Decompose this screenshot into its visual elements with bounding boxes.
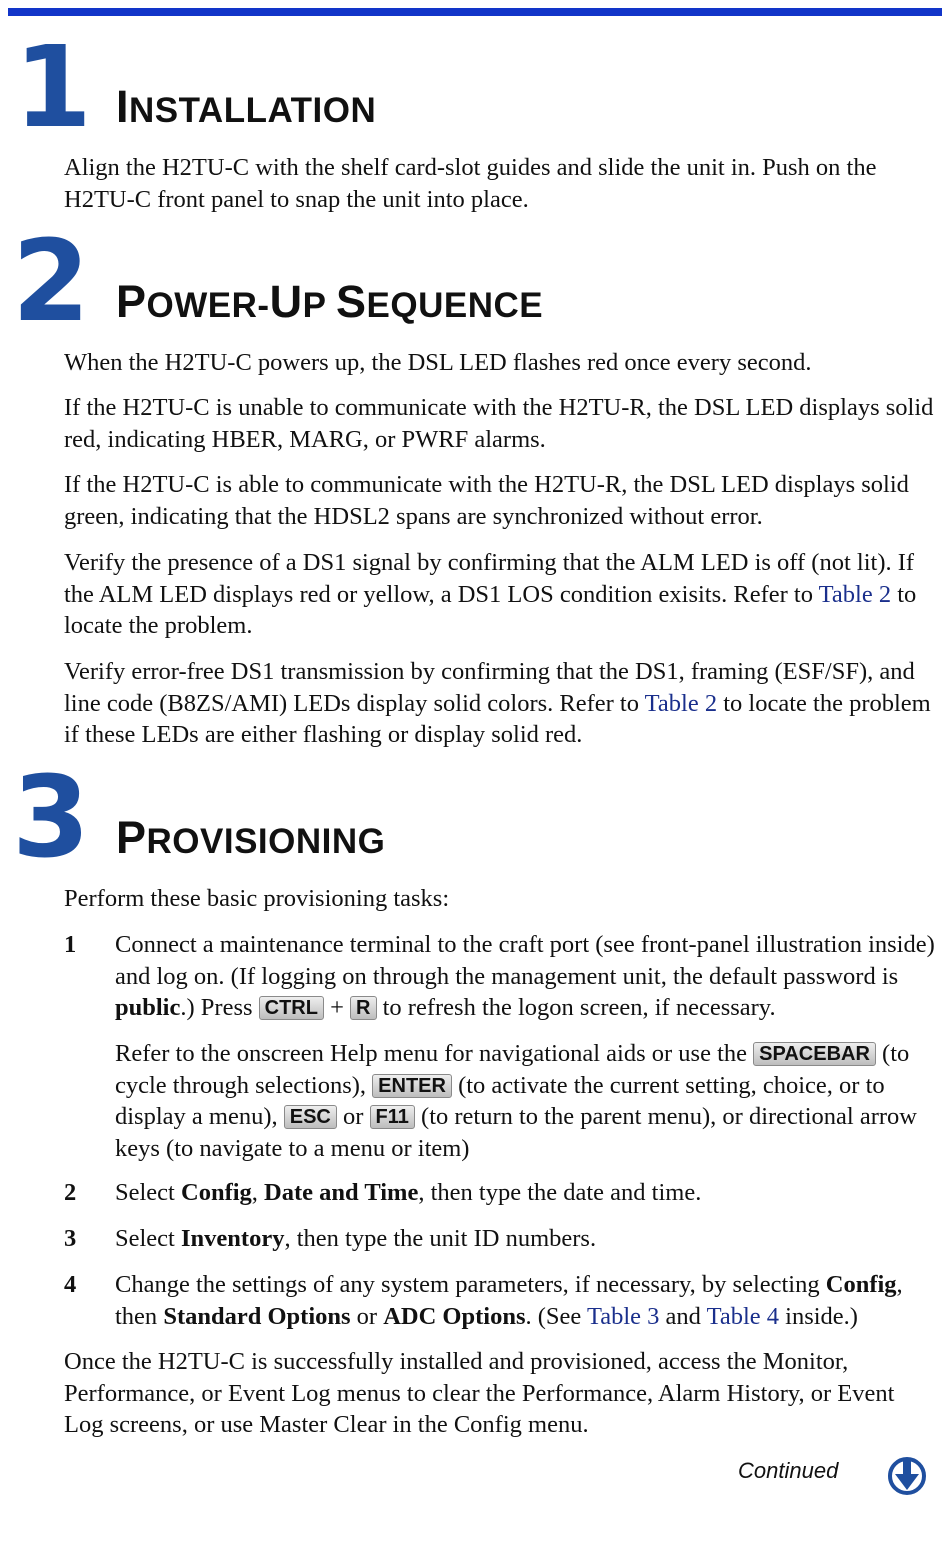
- text: to locate the problem.: [64, 580, 917, 639]
- table-3-link[interactable]: Table 3: [586, 1302, 660, 1330]
- title-smallcaps: NSTALLATION: [129, 91, 377, 130]
- continued-label: Continued: [738, 1458, 839, 1483]
- installation-paragraph: Align the H2TU-C with the shelf card-slot guides and slide the unit in. Push on the H2TU-C front panel to snap the unit into place.: [64, 154, 877, 213]
- section-number-installation: 1: [14, 23, 88, 153]
- section-title-power-up: [116, 276, 544, 327]
- bold-text: Config: [825, 1271, 897, 1298]
- text: , then type the date and time.: [418, 1179, 702, 1206]
- bold-text: Date and Time: [264, 1179, 419, 1206]
- down-arrow-circle-icon[interactable]: [887, 1456, 927, 1496]
- title-letter: U: [269, 276, 303, 327]
- text: to refresh the logon screen, if necessary.: [376, 994, 776, 1021]
- power-up-paragraph-3: If the H2TU-C is able to communicate with the H2TU-R, the DSL LED displays solid green, indicating that the HDSL2 spans are synchronized without error.: [64, 471, 909, 530]
- text: or: [350, 1302, 384, 1330]
- text: , then: [115, 1271, 903, 1330]
- ctrl-key: CTRL: [259, 996, 324, 1020]
- text: Change the settings of any system parameters, if necessary, by selecting: [115, 1271, 826, 1298]
- bold-text: Inventory: [181, 1225, 285, 1252]
- text: Select: [115, 1179, 181, 1206]
- closing-paragraph: Once the H2TU-C is successfully installed and provisioned, access the Monitor, Performance, or Event Log menus to clear the Performance, Alarm History, or Event Log screens, or use Master Clear in the Config menu.: [64, 1348, 895, 1438]
- text: (to return to the parent menu), or directional arrow keys (to navigate to a menu or item): [115, 1103, 917, 1162]
- section-title-provisioning: [116, 812, 386, 863]
- f11-key: F11: [370, 1105, 415, 1129]
- section-number-provisioning: 3: [12, 753, 86, 883]
- title-letter: P: [116, 812, 147, 863]
- r-key: R: [350, 996, 376, 1020]
- step-1-help-text: [115, 1038, 943, 1164]
- step-4-text: [115, 1269, 943, 1332]
- text: +: [323, 994, 351, 1021]
- text: Verify error-free DS1 transmission by confirming that the DS1, framing (ESF/SF), and line code (B8ZS/AMI) LEDs display solid colors. Refer to: [64, 658, 915, 717]
- text: (to cycle through selections),: [115, 1040, 910, 1099]
- top-accent-bar: [8, 8, 942, 16]
- title-smallcaps: ROVISIONING: [146, 822, 386, 861]
- text: inside.): [779, 1302, 858, 1330]
- text: .) Press: [180, 994, 259, 1021]
- text: Select: [115, 1225, 181, 1252]
- esc-key: ESC: [284, 1105, 337, 1129]
- step-number-2: 2: [64, 1179, 77, 1206]
- step-number-1: 1: [64, 931, 77, 958]
- text: , then type the unit ID numbers.: [284, 1225, 597, 1252]
- bold-text: Standard Options: [163, 1302, 351, 1330]
- power-up-paragraph-4: [64, 547, 940, 642]
- section-title-installation: [116, 81, 377, 132]
- title-letter: P: [116, 276, 147, 327]
- power-up-paragraph-2: If the H2TU-C is unable to communicate with the H2TU-R, the DSL LED displays solid red, indicating HBER, MARG, or PWRF alarms.: [64, 394, 934, 453]
- text: or: [336, 1103, 370, 1130]
- text: to locate the problem if these LEDs are either flashing or display solid red.: [64, 689, 931, 748]
- spacebar-key: SPACEBAR: [753, 1042, 876, 1066]
- text: Verify the presence of a DS1 signal by confirming that the ALM LED is off (not lit). If the ALM LED displays red or yellow, a DS1 LOS condition exisits. Refer to: [64, 549, 915, 608]
- section-number-power-up: 2: [12, 217, 86, 347]
- provisioning-intro: Perform these basic provisioning tasks:: [64, 885, 450, 912]
- step-1-text: [115, 929, 943, 1024]
- step-number-4: 4: [64, 1271, 77, 1298]
- text: Connect a maintenance terminal to the craft port (see front-panel illustration inside) and log on. (If logging on through the management unit, the default password is: [115, 931, 935, 990]
- title-letter: S: [336, 276, 367, 327]
- title-smallcaps: OWER-: [146, 286, 270, 325]
- text: ,: [251, 1179, 265, 1206]
- power-up-paragraph-1: When the H2TU-C powers up, the DSL LED flashes red once every second.: [64, 349, 812, 376]
- title-letter: I: [116, 81, 130, 132]
- title-smallcaps: P: [302, 286, 336, 325]
- text: Refer to the onscreen Help menu for navigational aids or use the: [115, 1040, 754, 1067]
- text: (to activate the current setting, choice, or to display a menu),: [115, 1071, 885, 1130]
- step-3-text: [115, 1223, 943, 1255]
- table-2-link[interactable]: Table 2: [644, 689, 718, 717]
- table-4-link[interactable]: Table 4: [706, 1302, 780, 1330]
- down-arrow-svg: [887, 1456, 927, 1496]
- table-2-link[interactable]: Table 2: [818, 580, 892, 608]
- bold-text: Config: [181, 1179, 252, 1206]
- power-up-paragraph-5: [64, 656, 940, 751]
- step-number-3: 3: [64, 1225, 77, 1252]
- enter-key: ENTER: [372, 1074, 452, 1098]
- bold-text: ADC Options: [383, 1302, 526, 1330]
- title-smallcaps: EQUENCE: [366, 286, 544, 325]
- text: . (See: [525, 1302, 587, 1330]
- text: and: [659, 1302, 707, 1330]
- step-2-text: [115, 1177, 943, 1209]
- bold-text: public: [115, 994, 181, 1021]
